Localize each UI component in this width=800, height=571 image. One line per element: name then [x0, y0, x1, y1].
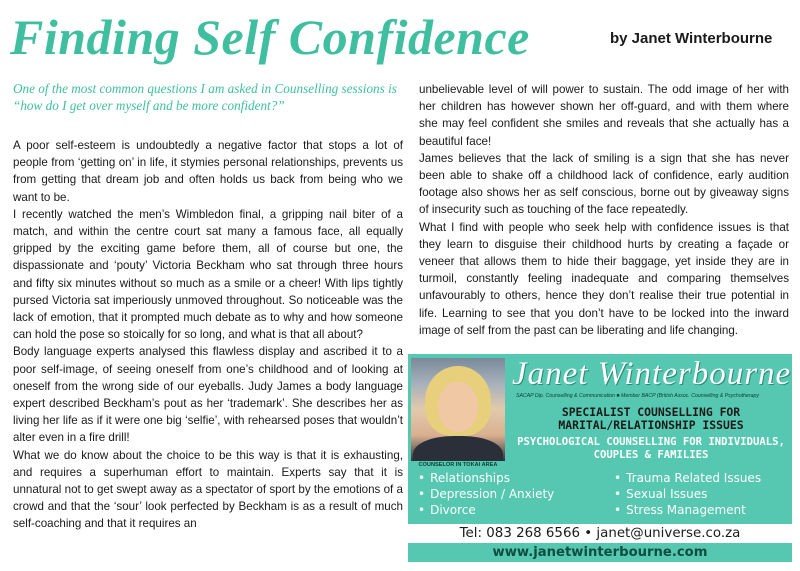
counsellor-photo — [411, 358, 505, 461]
services-list — [412, 470, 792, 520]
photo-shoulders — [413, 436, 503, 461]
article-title: Finding Self Confidence — [10, 9, 530, 65]
ad-subheadline: PSYCHOLOGICAL COUNSELLING FOR INDIVIDUALS, COUPLES & FAMILIES — [517, 436, 785, 461]
service-item — [418, 486, 554, 502]
service-label: Stress Management — [626, 503, 746, 517]
service-item — [614, 502, 746, 518]
intro-text: One of the most common questions I am asked in Counselling sessions is “how do I get over myself and be more confident?” — [13, 81, 397, 113]
photo-caption: COUNSELOR IN TOKAI AREA — [418, 462, 498, 468]
byline: by Janet Winterbourne — [610, 30, 773, 47]
paragraph: unbelievable level of will power to sustain. The odd image of her with her children has however shown her off-guard, and with them where she may feel confident she smiles and reveals that she actually has a beautiful face! — [419, 83, 789, 148]
contact-details: Tel: 083 268 6566 • janet@universe.co.za — [408, 524, 792, 543]
service-item — [418, 502, 476, 518]
service-label: Sexual Issues — [626, 487, 708, 501]
qualifications: SACAP Dip. Counselling & Communication ■ Member BACP (British Assoc. Counselling & Psychotherapy — [516, 393, 760, 399]
service-label: Trauma Related Issues — [626, 471, 762, 485]
paragraph: James believes that the lack of smiling is a sign that she has never been able to shake off a childhood lack of confidence, early audition footage also shows her as self conscious, borne out by giveaway signs of insecurity such as touching of the face repeatedly. — [419, 151, 789, 217]
paragraph: I recently watched the men’s Wimbledon final, a gripping nail biter of a match, and within the centre court sat many a famous face, all equally gripped by the exciting game before them, all of course but one, the dispassionate and ‘pouty’ Victoria Beckham who sat through three hours and fifty six minutes without so much as a smile or a cheer! With lips tightly pursed Victoria sat imperiously unmoved throughout. So noticeable was the lack of emotion, that it prompted much debate as to why and how someone can hold the pose so stoically for so long, and what is that all about? — [13, 207, 403, 342]
bullet-icon: • — [418, 487, 426, 501]
bullet-icon: • — [418, 471, 426, 485]
right-column — [419, 81, 789, 339]
paragraph: A poor self-esteem is undoubtedly a negative factor that stops a lot of people from ‘getting on’ in life, it stymies personal relationships, prevents us from getting that dream job and often holds us back from being who we want to be. — [13, 139, 403, 204]
counsellor-advertisement — [408, 354, 792, 562]
service-label: Divorce — [430, 503, 476, 517]
paragraph: What we do know about the choice to be this way is that it is exhausting, and requires a superhuman effort to maintain. Experts say that it is unnatural not to get swept away as a spectator of sport by the emotions of a crowd and that the ‘sour’ look perfected by Beckham is as a result of much self-coaching and that it requires an — [13, 448, 403, 531]
service-item — [614, 486, 707, 502]
service-label: Depression / Anxiety — [430, 487, 555, 501]
photo-face — [438, 382, 478, 432]
service-label: Relationships — [430, 471, 510, 485]
paragraph: What I find with people who seek help with confidence issues is that they learn to disguise their childhood hurts by creating a façade or veneer that allows them to hide their baggage, yet inside they are in turmoil, constantly feeling inadequate and comparing themselves unfavourably to others, hence they don’t realise their true potential in life. Learning to see that you don’t have to be locked into the inward image of self from the past can be liberating and life changing. — [419, 220, 789, 337]
bullet-icon: • — [614, 487, 622, 501]
bullet-icon: • — [418, 503, 426, 517]
bullet-icon: • — [614, 471, 622, 485]
website-link[interactable]: www.janetwinterbourne.com — [492, 545, 708, 560]
left-column — [13, 137, 403, 533]
service-item — [418, 470, 510, 486]
counsellor-name: Janet Winterbourne — [512, 356, 792, 392]
ad-headline: SPECIALIST COUNSELLING FOR MARITAL/RELATIONSHIP ISSUES — [558, 405, 744, 432]
service-item — [614, 470, 761, 486]
paragraph: Body language experts analysed this flawless display and ascribed it to a poor self-image, of seeing oneself from one’s childhood and of looking at oneself from the wrong side of our eyeballs. Judy James a body language expert described Beckham’s pout as her ‘trademark’. She describes her as living her life as if it were one big ‘selfie’, with rehearsed poses that wouldn’t alter even in a fire drill! — [13, 345, 403, 445]
bullet-icon: • — [614, 503, 622, 517]
